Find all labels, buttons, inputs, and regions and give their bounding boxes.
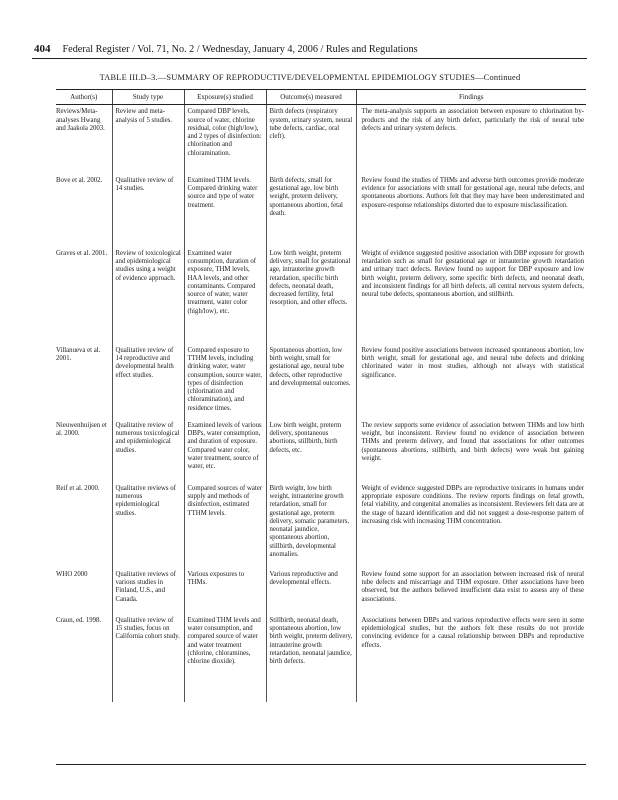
- cell-author: Reviews/Meta-analyses Hwang and Jaakola 2003.: [56, 108, 105, 132]
- cell-author: Nieuwenhuijsen et al. 2000.: [56, 421, 107, 437]
- table-header-row: [56, 90, 586, 105]
- cell-study-type: Review of toxicological and epidemiological studies using a weight of evidence approach.: [112, 249, 184, 346]
- cell-author: Graves et al. 2001.: [56, 249, 108, 257]
- cell-study-type: Review and meta-analysis of 5 studies.: [112, 105, 184, 176]
- table-row: [56, 105, 586, 176]
- cell-outcomes: Stillbirth, neonatal death, spontaneous abortion, low birth weight, preterm delivery, intrauterine growth retardation, neonatal jaundice, birth defects.: [266, 616, 356, 702]
- table-row: [56, 176, 586, 249]
- cell-study-type: Qualitative review of 15 studies, focus on California cohort study.: [112, 616, 184, 702]
- cell-findings: Review found positive associations between increased spontaneous abortion, low birth weight, small for gestational age, and neural tube defects and drinking chlorinated water in most studies, although not always with statistical significance.: [356, 346, 586, 421]
- cell-outcomes: Birth weight, low birth weight, intrauterine growth retardation, small for gestational age, preterm delivery, somatic parameters, neonatal jaundice, spontaneous abortion, stillbirth, developmental anomalies.: [266, 484, 356, 570]
- running-header: [34, 43, 586, 55]
- column-header-exposures: Exposure(s) studied: [184, 90, 266, 105]
- column-header-outcomes: Outcome(s) measured: [266, 90, 356, 105]
- cell-author: Villanueva et al. 2001.: [56, 346, 101, 362]
- page-number: 404: [34, 43, 51, 55]
- cell-findings: Weight of evidence suggested DBPs are reproductive toxicants in humans under appropriate exposure conditions. The review reports findings on fetal growth, fetal viability, and congenital anomalies as inconsistent. Reviewers felt data are at the stage of hazard identification and did not suggest a dose-response pattern of increasing risk with increasing THM concentration.: [356, 484, 586, 570]
- cell-findings: Review found the studies of THMs and adverse birth outcomes provide moderate evidence for associations with small for gestational age, neural tube defects, and spontaneous abortions. Authors felt that they may have been underestimated and exposure-response relationships distorted due to exposure misclassification.: [356, 176, 586, 249]
- cell-outcomes: Birth defects, small for gestational age, low birth weight, preterm delivery, spontaneous abortion, fetal death.: [266, 176, 356, 249]
- cell-outcomes: Low birth weight, preterm delivery, spontaneous abortions, stillbirth, birth defects, etc.: [266, 421, 356, 484]
- cell-outcomes: Birth defects (respiratory system, urinary system, neural tube defects, cardiac, oral cleft).: [266, 105, 356, 176]
- cell-findings: Weight of evidence suggested positive association with DBP exposure for growth retardation such as small for gestational age or intrauterine growth retardation and urinary tract defects. Review found no support for DBP exposure and low birth weight, preterm delivery, some specific birth defects, and neonatal death, and inconsistent findings for all birth defects, all central nervous system defects, neural tube defects, spontaneous abortion, and stillbirth.: [356, 249, 586, 346]
- table-row: [56, 484, 586, 570]
- table-bottom-rule: [56, 764, 586, 765]
- table-title: TABLE III.D–3.—SUMMARY OF REPRODUCTIVE/DEVELOPMENTAL EPIDEMIOLOGY STUDIES—Continued: [99, 73, 521, 82]
- cell-author: Bove et al. 2002.: [56, 176, 103, 184]
- table-row: [56, 421, 586, 484]
- cell-exposures: Compared exposure to TTHM levels, including drinking water, water consumption, source water, types of disinfection (chlorination and chloramination), and residence times.: [184, 346, 266, 421]
- running-title: Federal Register / Vol. 71, No. 2 / Wednesday, January 4, 2006 / Rules and Regulations: [62, 44, 418, 55]
- cell-exposures: Examined THM levels. Compared drinking water source and type of water treatment.: [184, 176, 266, 249]
- cell-exposures: Examined levels of various DBPs, water consumption, and duration of exposure. Compared water color, water treatment, source of water, etc.: [184, 421, 266, 484]
- cell-findings: Review found some support for an association between increased risk of neural tube defects and miscarriage and THM exposure. Other associations have been observed, but the authors believed insufficient data exist to assess any of these associations.: [356, 570, 586, 616]
- cell-outcomes: Various reproductive and developmental effects.: [266, 570, 356, 616]
- cell-exposures: Examined water consumption, duration of exposure, THM levels, HAA levels, and other contaminants. Compared source of water, water treatment, water color (high/low), etc.: [184, 249, 266, 346]
- cell-findings: The review supports some evidence of association between THMs and low birth weight, but inconsistent. Review found no evidence of association between THMs and preterm delivery, and found that associations for other outcomes (spontaneous abortions, stillbirth, and birth defects) were weak but gaining weight.: [356, 421, 586, 484]
- cell-author: WHO 2000: [56, 570, 88, 578]
- cell-study-type: Qualitative review of 14 reproductive and developmental health effect studies.: [112, 346, 184, 421]
- cell-author: Craun, ed. 1998.: [56, 616, 102, 624]
- cell-exposures: Various exposures to THMs.: [184, 570, 266, 616]
- summary-table: [56, 89, 586, 702]
- table-row: [56, 249, 586, 346]
- table-row: [56, 616, 586, 702]
- cell-study-type: Qualitative review of 14 studies.: [112, 176, 184, 249]
- column-header-author: Author(s): [56, 90, 112, 105]
- cell-author: Reif et al. 2000.: [56, 484, 100, 492]
- column-header-findings: Findings: [356, 90, 586, 105]
- cell-exposures: Compared DBP levels, source of water, chlorine residual, color (high/low), and 2 types of disinfection: chlorination and chloramination.: [184, 105, 266, 176]
- cell-study-type: Qualitative reviews of numerous epidemiological studies.: [112, 484, 184, 570]
- cell-exposures: Examined THM levels and water consumption, and compared source of water and water treatment (chlorine, chloramines, chlorine dioxide).: [184, 616, 266, 702]
- cell-findings: The meta-analysis supports an association between exposure to chlorination by-products and the risk of any birth defect, particularly the risk of neural tube defects and urinary system defects.: [356, 105, 586, 176]
- table-row: [56, 570, 586, 616]
- cell-study-type: Qualitative review of numerous toxicological and epidemiological studies.: [112, 421, 184, 484]
- cell-outcomes: Low birth weight, preterm delivery, small for gestational age, intrauterine growth retardation, specific birth defects, neonatal death, decreased fertility, fetal resorption, and other effects.: [266, 249, 356, 346]
- cell-findings: Associations between DBPs and various reproductive effects were seen in some epidemiological studies, but the authors felt these results do not provide convincing evidence for a causal relationship between DBPs and reproductive effects.: [356, 616, 586, 702]
- cell-study-type: Qualitative reviews of various studies in Finland, U.S., and Canada.: [112, 570, 184, 616]
- header-rule: [32, 58, 587, 59]
- cell-exposures: Compared sources of water supply and methods of disinfection, estimated TTHM levels.: [184, 484, 266, 570]
- cell-outcomes: Spontaneous abortion, low birth weight, small for gestational age, neural tube defects, other reproductive and developmental outcomes.: [266, 346, 356, 421]
- column-header-study-type: Study type: [112, 90, 184, 105]
- table-row: [56, 346, 586, 421]
